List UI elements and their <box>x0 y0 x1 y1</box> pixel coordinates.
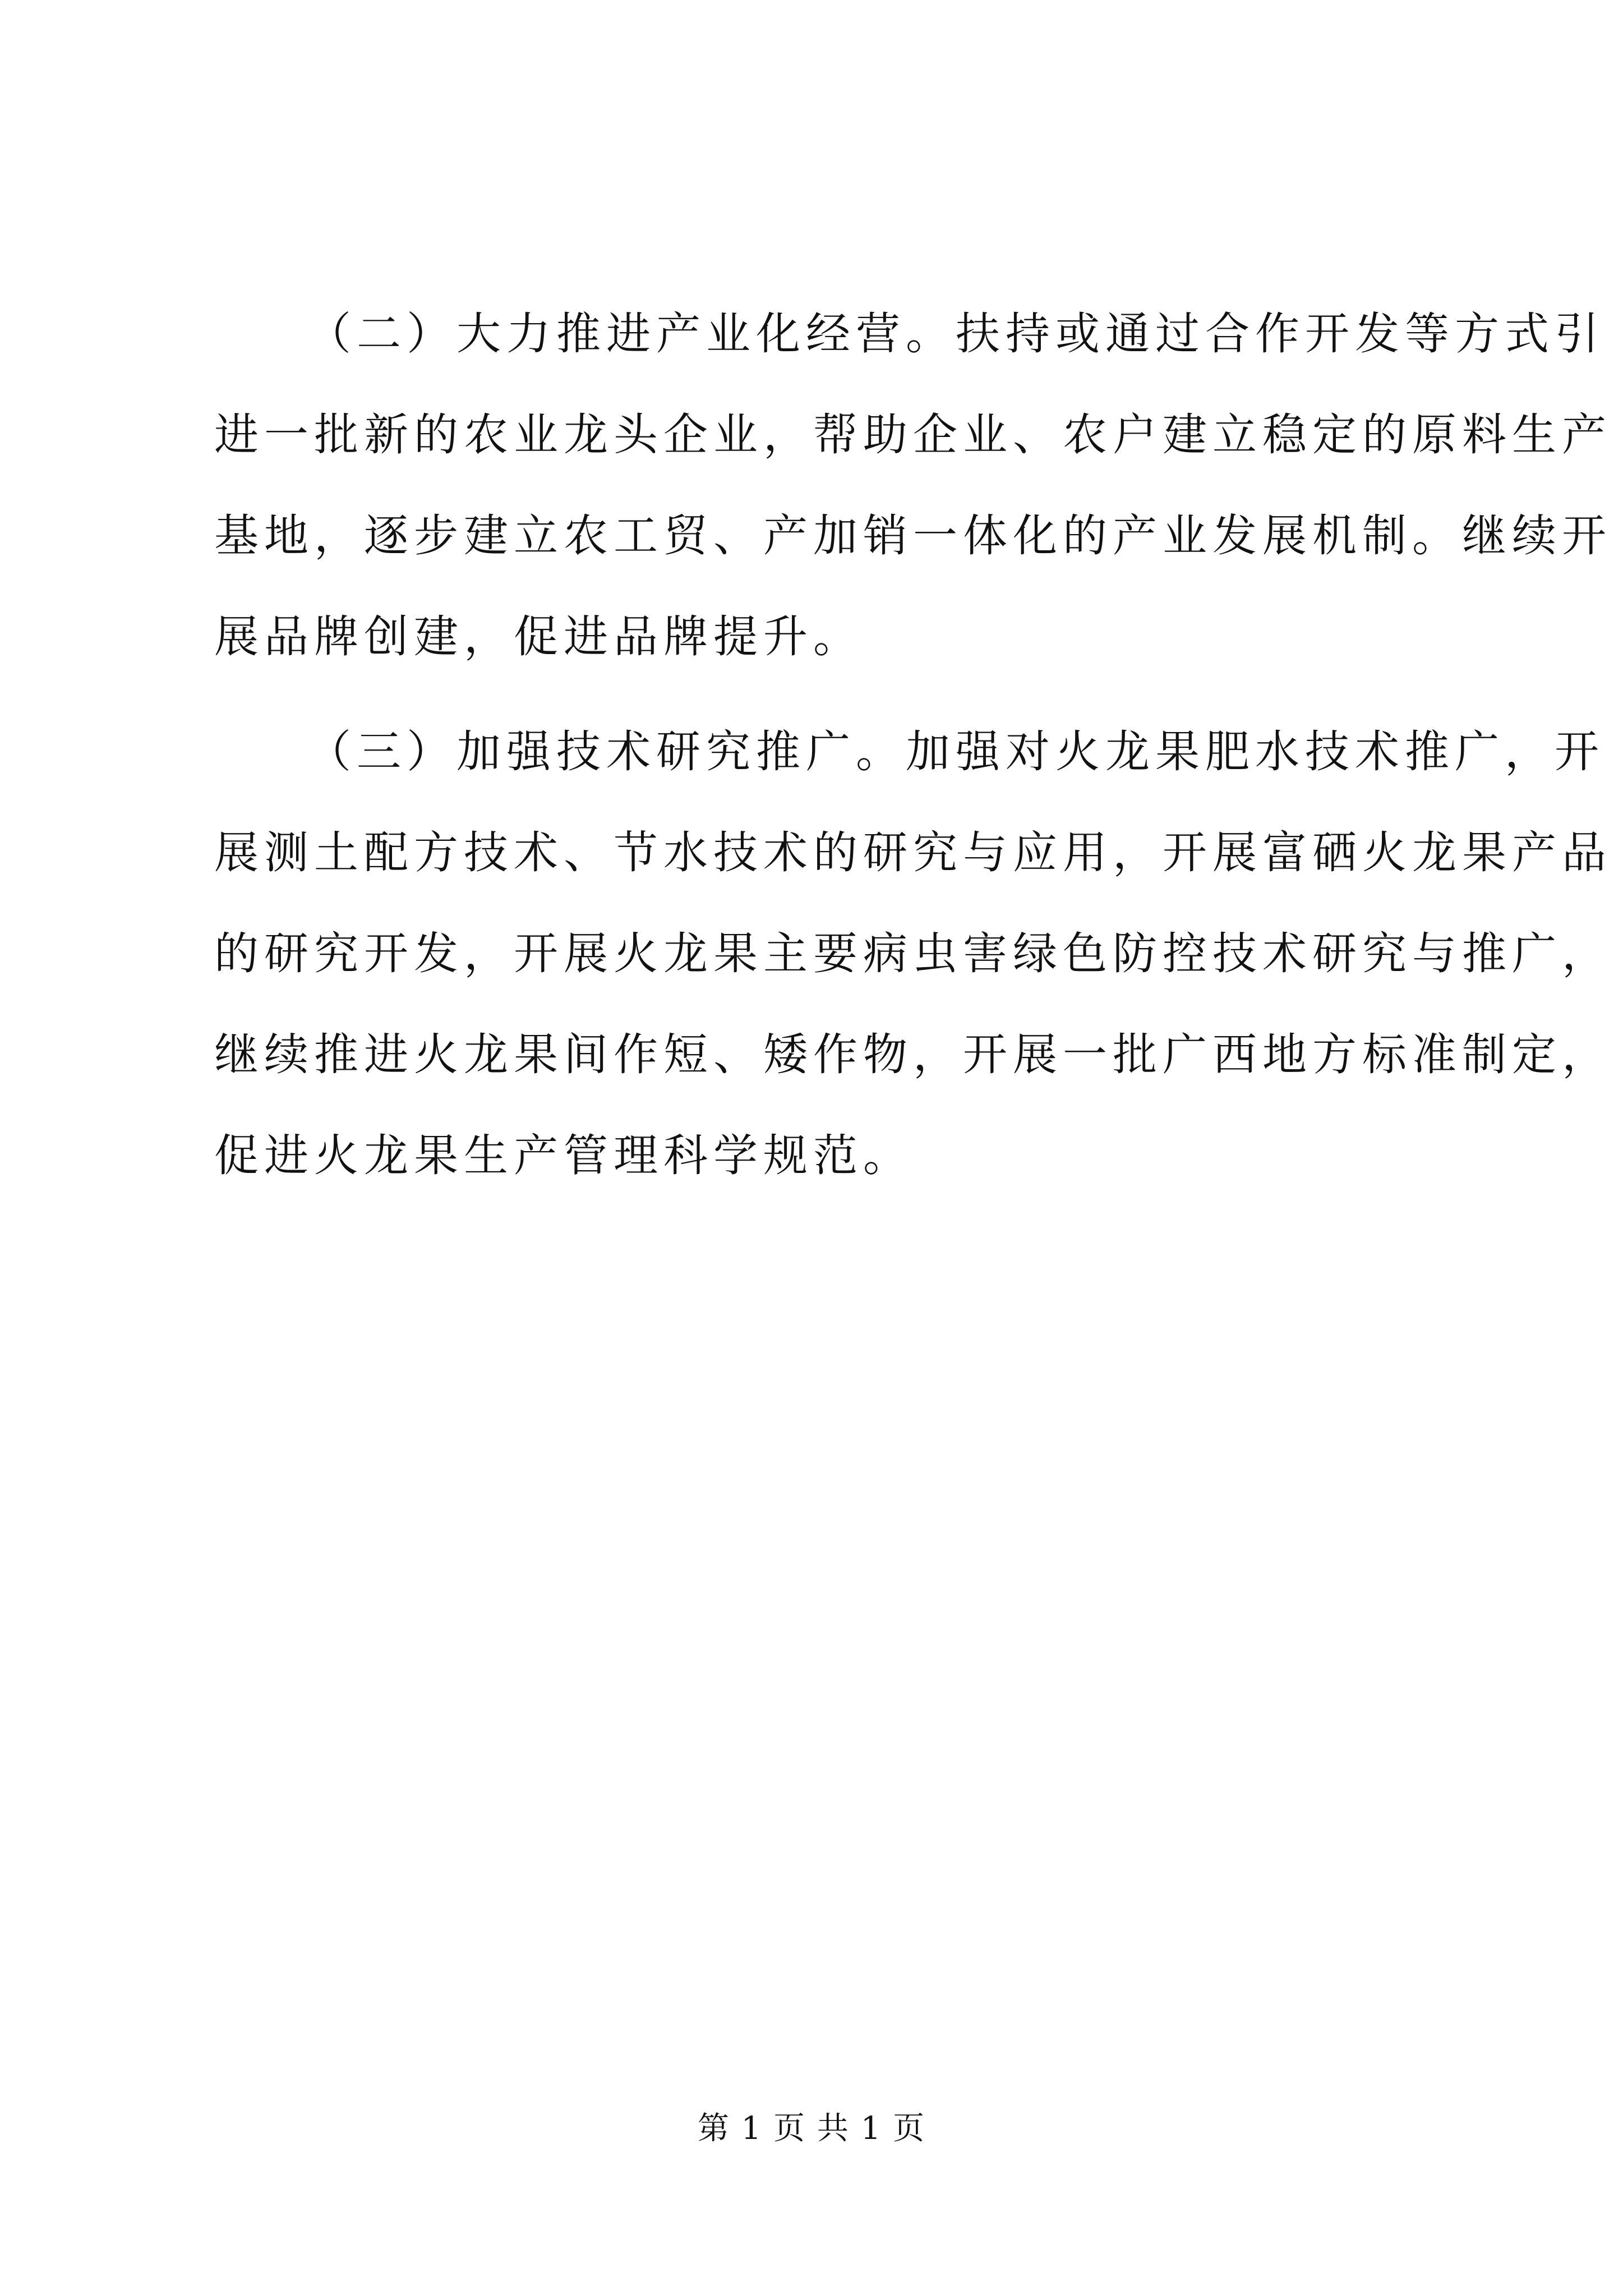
page-footer: 第 1 页 共 1 页 <box>697 2110 926 2147</box>
paragraph-line: 进一批新的农业龙头企业，帮助企业、农户建立稳定的原料生产 <box>214 409 1612 461</box>
paragraph-line: （三）加强技术研究推广。加强对火龙果肥水技术推广，开 <box>307 726 1604 777</box>
paragraph-line: 基地，逐步建立农工贸、产加销一体化的产业发展机制。继续开 <box>214 510 1612 562</box>
paragraph-line: 继续推进火龙果间作短、矮作物，开展一批广西地方标准制定， <box>214 1029 1612 1080</box>
paragraph-spacer <box>214 687 1448 701</box>
paragraph-line: 展品牌创建，促进品牌提升。 <box>214 611 863 662</box>
paragraph-technology <box>214 701 1612 1206</box>
paragraph-line: 展测土配方技术、节水技术的研究与应用，开展富硒火龙果产品 <box>214 827 1612 878</box>
paragraph-line: 促进火龙果生产管理科学规范。 <box>214 1130 913 1181</box>
paragraph-line: （二）大力推进产业化经营。扶持或通过合作开发等方式引 <box>307 308 1604 360</box>
paragraph-industrialization <box>214 283 1612 687</box>
document-body <box>214 283 1612 1206</box>
paragraph-line: 的研究开发，开展火龙果主要病虫害绿色防控技术研究与推广， <box>214 928 1612 979</box>
